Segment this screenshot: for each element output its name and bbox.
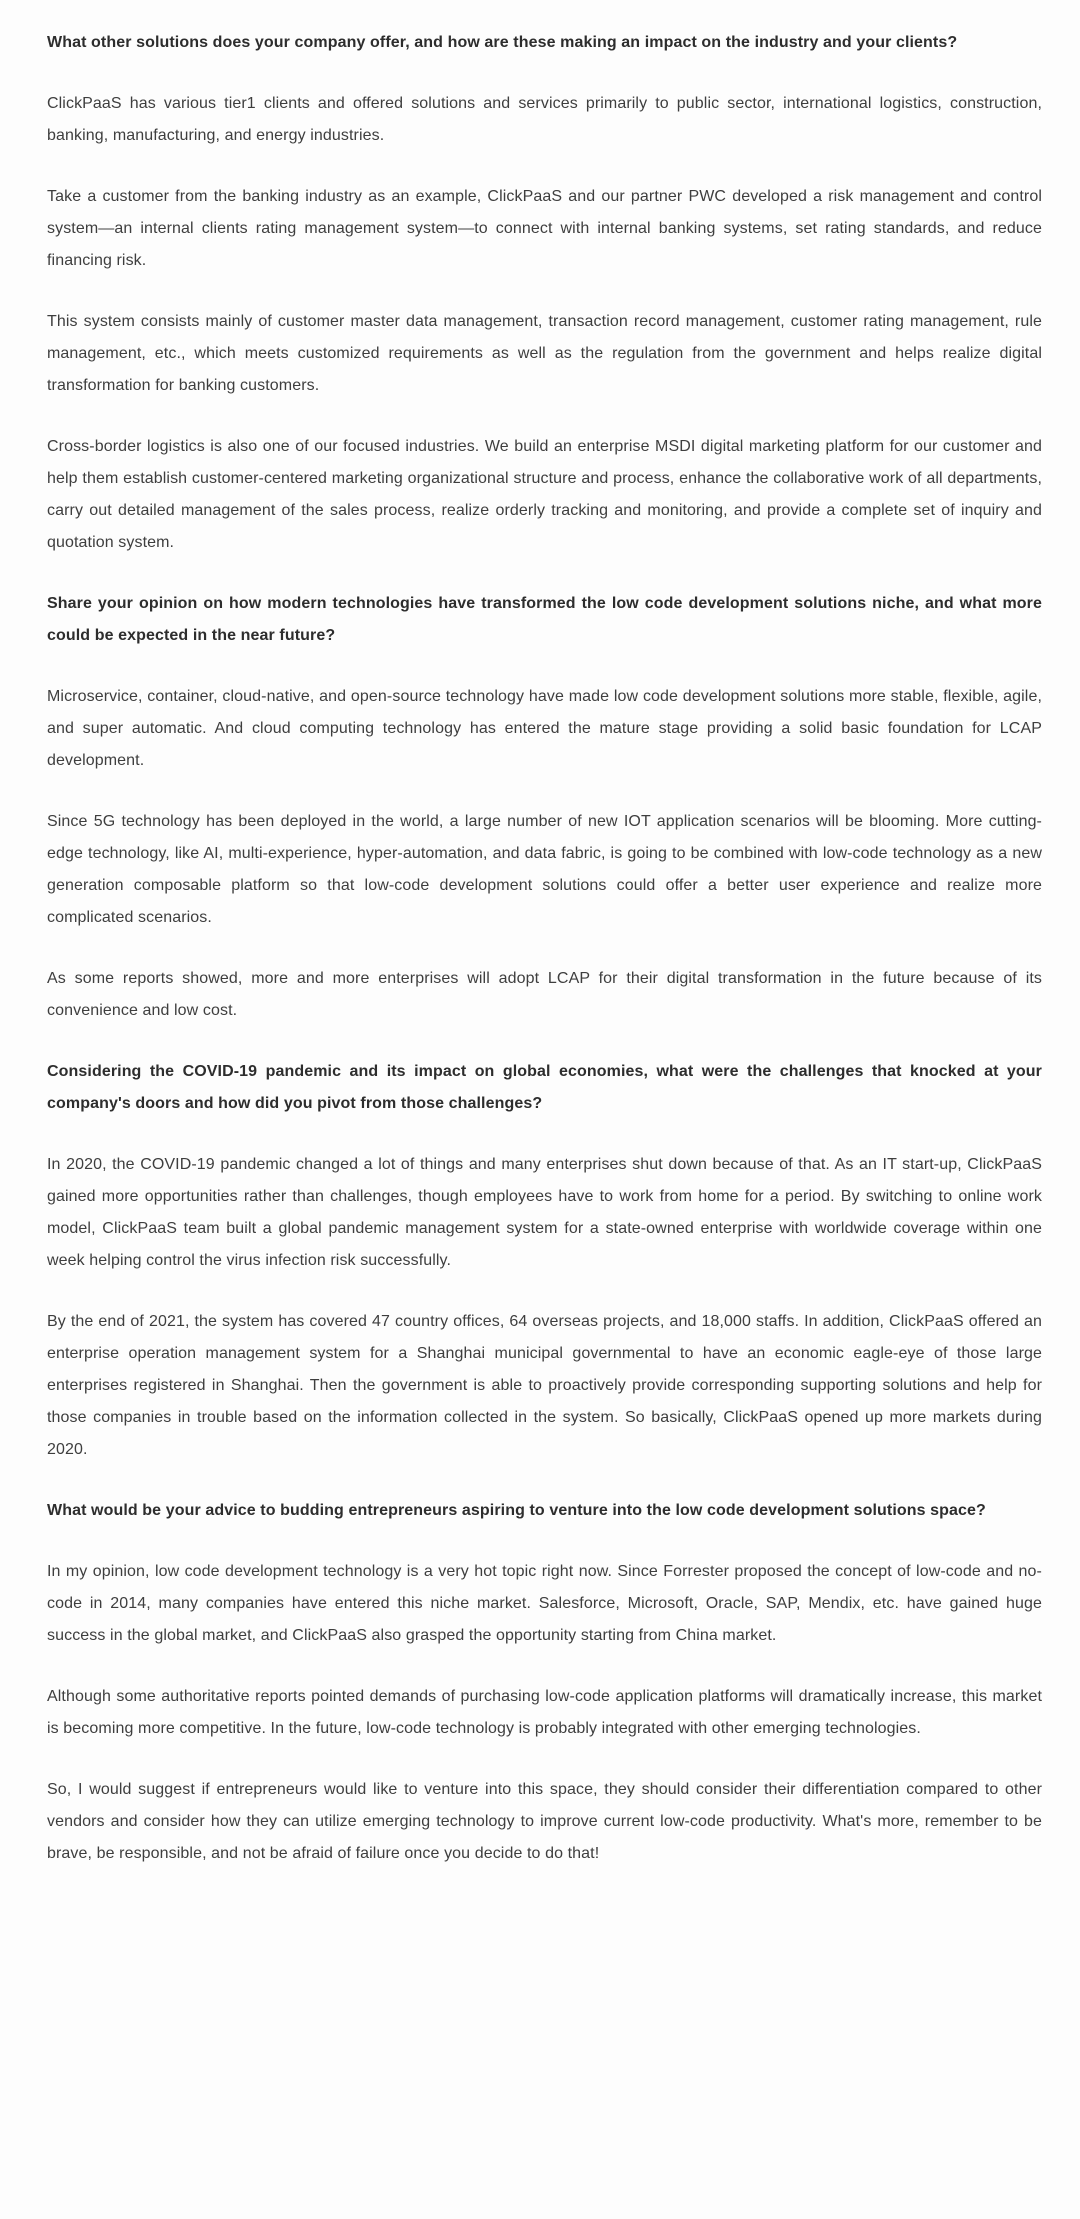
answer-paragraph: ClickPaaS has various tier1 clients and offered solutions and services primarily to public sector, international logistics, construction, banking, manufacturing, and energy industries. — [47, 95, 1042, 144]
answer-paragraph: As some reports showed, more and more enterprises will adopt LCAP for their digital transformation in the future because of its convenience and low cost. — [47, 970, 1042, 1019]
answer-paragraph: Although some authoritative reports pointed demands of purchasing low-code application platforms will dramatically increase, this market is becoming more competitive. In the future, low-code technology is probably integrated with other emerging technologies. — [47, 1688, 1042, 1737]
answer-paragraph: In my opinion, low code development technology is a very hot topic right now. Since Forrester proposed the concept of low-code and no-code in 2014, many companies have entered this niche market. Salesforce, Microsoft, Oracle, SAP, Mendix, etc. have gained huge success in the global market, and ClickPaaS also grasped the opportunity starting from China market. — [47, 1563, 1042, 1644]
answer-paragraph: In 2020, the COVID-19 pandemic changed a lot of things and many enterprises shut down because of that. As an IT start-up, ClickPaaS gained more opportunities rather than challenges, though employees have to work from home for a period. By switching to online work model, ClickPaaS team built a global pandemic management system for a state-owned enterprise with worldwide coverage within one week helping control the virus infection risk successfully. — [47, 1156, 1042, 1269]
question-heading: What other solutions does your company offer, and how are these making an impact on the industry and your clients? — [47, 34, 958, 51]
question-heading: Considering the COVID-19 pandemic and its impact on global economies, what were the challenges that knocked at your company's doors and how did you pivot from those challenges? — [47, 1063, 1042, 1112]
answer-paragraph: Take a customer from the banking industry as an example, ClickPaaS and our partner PWC developed a risk management and control system—an internal clients rating management system—to connect with internal banking systems, set rating standards, and reduce financing risk. — [47, 188, 1042, 269]
answer-paragraph: By the end of 2021, the system has covered 47 country offices, 64 overseas projects, and 18,000 staffs. In addition, ClickPaaS offered an enterprise operation management system for a Shanghai municipal governmental to have an economic eagle-eye of those large enterprises registered in Shanghai. Then the government is able to proactively provide corresponding supporting solutions and help for those companies in trouble based on the information collected in the system. So basically, ClickPaaS opened up more markets during 2020. — [47, 1313, 1042, 1458]
question-heading: What would be your advice to budding entrepreneurs aspiring to venture into the low code development solutions space? — [47, 1502, 986, 1519]
answer-paragraph: So, I would suggest if entrepreneurs would like to venture into this space, they should consider their differentiation compared to other vendors and consider how they can utilize emerging technology to improve current low-code productivity. What's more, remember to be brave, be responsible, and not be afraid of failure once you decide to do that! — [47, 1781, 1042, 1862]
answer-paragraph: Microservice, container, cloud-native, and open-source technology have made low code development solutions more stable, flexible, agile, and super automatic. And cloud computing technology has entered the mature stage providing a solid basic foundation for LCAP development. — [47, 688, 1042, 769]
interview-article — [47, 27, 1042, 1870]
answer-paragraph: Cross-border logistics is also one of our focused industries. We build an enterprise MSDI digital marketing platform for our customer and help them establish customer-centered marketing organizational structure and process, enhance the collaborative work of all departments, carry out detailed management of the sales process, realize orderly tracking and monitoring, and provide a complete set of inquiry and quotation system. — [47, 438, 1042, 551]
answer-paragraph: This system consists mainly of customer master data management, transaction record management, customer rating management, rule management, etc., which meets customized requirements as well as the regulation from the government and helps realize digital transformation for banking customers. — [47, 313, 1042, 394]
question-heading: Share your opinion on how modern technologies have transformed the low code development solutions niche, and what more could be expected in the near future? — [47, 595, 1042, 644]
answer-paragraph: Since 5G technology has been deployed in the world, a large number of new IOT application scenarios will be blooming. More cutting-edge technology, like AI, multi-experience, hyper-automation, and data fabric, is going to be combined with low-code technology as a new generation composable platform so that low-code development solutions could offer a better user experience and realize more complicated scenarios. — [47, 813, 1042, 926]
